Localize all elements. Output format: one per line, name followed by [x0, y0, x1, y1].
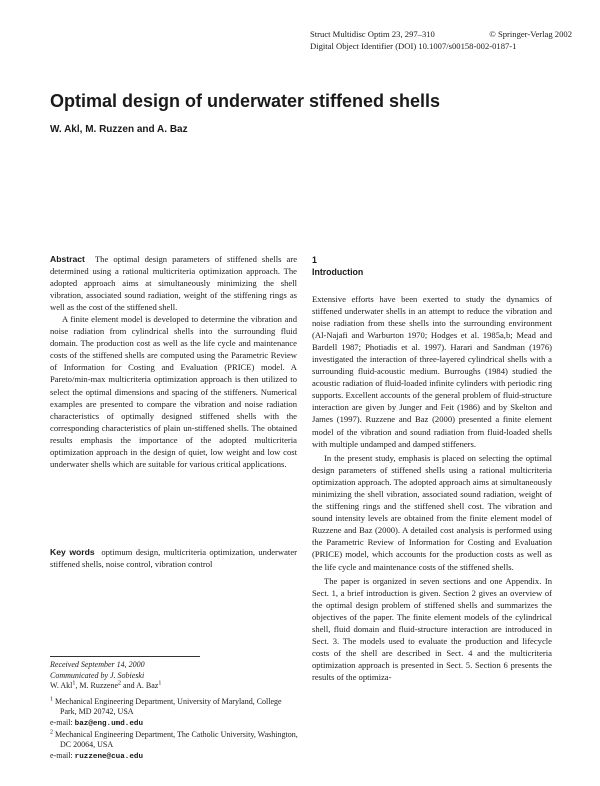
- communicated-by: Communicated by J. Sobieski: [50, 670, 145, 680]
- keywords-label: Key words: [50, 547, 95, 557]
- email-1: e-mail: baz@eng.umd.edu: [50, 717, 144, 728]
- journal-header: [310, 28, 572, 52]
- intro-paragraph-1: Extensive efforts have been exerted to study the dynamics of stiffened underwater shells in an attempt to reduce the vibration and noise radiation from these shells into the surrounding environment (Al-Najafi and Warburton 1970; Hodges et al. 1985a,b; Mead and Bardell 1987; Photiadis et al. 1997). Harari and Sandman (1976) investigated the interaction of three-layered cylindrical shells with a surrounding fluid-acoustic medium. Burroughs (1984) studied the acoustic radiation of fluid-loaded infinite cylinders with periodic ring supports. Excellent accounts of the general problem of fluid-structure interaction are given by Junger and Feit (1986) and by Skelton and James (1997). Ruzzene and Baz (2000) presented a finite element model of the vibration and sound radiation from fluid-loaded shells with multiple undamped and damped stiffeners.: [312, 294, 552, 449]
- section-title: Introduction: [312, 267, 364, 277]
- section-number: 1: [312, 255, 317, 265]
- intro-paragraph-2: In the present study, emphasis is placed on selecting the optimal design parameters of stiffened shells using a rational multicriteria optimization approach. The adopted approach aims at simultaneously minimizing the shell vibration, associated sound radiation, weight of the stiffening rings and the stiffened shell cost. The vibration and sound intensity levels are obtained from the finite element model of Ruzzene and Baz (2000). A detailed cost analysis is performed using the Parametric Review of Information for Costing and Evaluation (PRICE) model, which accounts for the production costs as well as the life cycle and maintenance costs of the stiffened shells.: [312, 453, 552, 572]
- section-heading: [312, 254, 363, 278]
- abstract-paragraph-1: [50, 253, 297, 313]
- affiliation-2: $^2$ Mechanical Engineering Department, The Catholic University, Washington, DC 20064, USA: [50, 728, 298, 750]
- received-date: Received September 14, 2000: [50, 660, 145, 669]
- abstract-paragraph-2: A finite element model is developed to determine the vibration and noise radiation from cylindrical shells into the surrounding fluid domain. The production cost as well as the life cycle and maintenance costs of the stiffened shells are computed using the Parametric Review of Information for Costing and Evaluation (PRICE) model. A Pareto/min-max multicriteria optimization approach is then utilized to select the optimal dimensions and spacing of the stiffeners. Numerical examples are presented to compare the vibration and noise radiation characteristics of optimally designed stiffened shells with the corresponding characteristics of plain un-stiffened shells. The obtained results emphasis the importance of the adopted multicriteria optimization approach in the design of quiet, low weight and low cost underwater shells which are suitable for various critical applications.: [50, 314, 297, 469]
- abstract: [50, 253, 297, 470]
- copyright-notice: © Springer-Verlag 2002: [489, 29, 572, 39]
- email-2: e-mail: ruzzene@cua.edu: [50, 750, 144, 761]
- keywords: [50, 546, 297, 570]
- email-address-2: ruzzene@cua.edu: [74, 752, 144, 761]
- footnotes: [50, 660, 300, 762]
- author-list: W. Akl, M. Ruzzen and A. Baz: [50, 124, 188, 135]
- journal-citation: Struct Multidisc Optim 23, 297–310: [310, 29, 435, 39]
- paper-title: Optimal design of underwater stiffened shells: [50, 91, 441, 111]
- intro-paragraph-3: The paper is organized in seven sections and one Appendix. In Sect. 1, a brief introduction is given. Section 2 gives an overview of the optimal design problem of stiffened shells and summarizes the objectives of the paper. The finite element models of the cylindrical shell, fluid domain and fluid-structure interaction are introduced in Sect. 3. The models used to evaluate the production and lifecycle costs of the shell are described in Sect. 4 and the multicriteria optimization approach is presented in Sect. 5. Section 6 presents the results of the optimiza-: [312, 576, 552, 683]
- affiliation-1: $^1$ Mechanical Engineering Department, University of Maryland, College Park, MD 20742, USA: [50, 696, 282, 717]
- email-address-1: baz@eng.umd.edu: [74, 719, 144, 728]
- abstract-label: Abstract: [50, 254, 85, 264]
- abstract-text-1: The optimal design parameters of stiffened shells are determined using a rational multicriteria optimization approach. The adopted approach aims at simultaneously minimizing the shell vibration, associated sound radiation, weight of the stiffening rings as well as the cost of the stiffened shell.: [50, 254, 298, 313]
- author-affiliation-line: W. Akl$^1$, M. Ruzzene$^2$ and A. Baz$^1$: [50, 680, 162, 691]
- introduction-body: [312, 293, 552, 686]
- footnote-rule: [50, 656, 200, 657]
- doi-line: Digital Object Identifier (DOI) 10.1007/s00158-002-0187-1: [310, 41, 517, 51]
- keywords-text: optimum design, multicriteria optimization, underwater stiffened shells, noise control, vibration control: [50, 547, 297, 570]
